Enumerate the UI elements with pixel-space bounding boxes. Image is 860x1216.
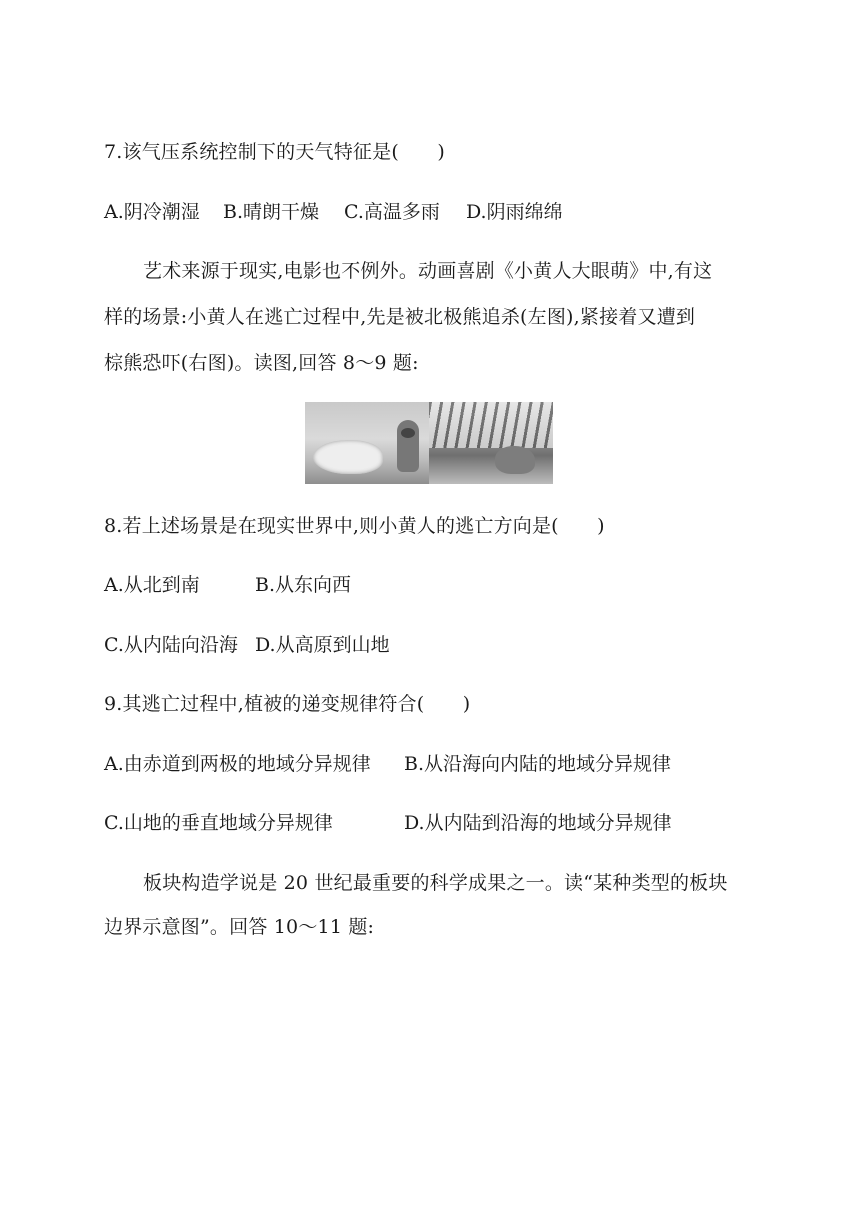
q8-stem: 8.若上述场景是在现实世界中,则小黄人的逃亡方向是( ) [104,515,605,537]
polar-bear [313,440,383,474]
passage1-line2: 样的场景:小黄人在逃亡过程中,先是被北极熊追杀(左图),紧接着又遭到 [104,306,696,328]
minion-goggle [401,428,415,438]
passage1-line3: 棕熊恐吓(右图)。读图,回答 8～9 题: [104,352,419,374]
q9-option-c: C.山地的垂直地域分异规律 [104,812,333,834]
passage2-line2: 边界示意图”。回答 10～11 题: [104,916,375,938]
q9-option-d: D.从内陆到沿海的地域分异规律 [404,812,672,834]
brown-bear [495,446,535,474]
q7-option-d: D.阴雨绵绵 [466,201,563,223]
q7-option-c: C.高温多雨 [344,201,440,223]
q7-stem: 7.该气压系统控制下的天气特征是( ) [104,141,445,163]
passage1-line1: 艺术来源于现实,电影也不例外。动画喜剧《小黄人大眼萌》中,有这 [143,260,713,282]
scene-figure [305,402,553,484]
q9-stem: 9.其逃亡过程中,植被的递变规律符合( ) [104,693,471,715]
q8-option-d: D.从高原到山地 [255,634,390,656]
q9-option-a: A.由赤道到两极的地域分异规律 [104,753,371,775]
q8-option-a: A.从北到南 [104,574,200,596]
q9-option-b: B.从沿海向内陆的地域分异规律 [404,753,672,775]
snowy-trees [429,402,553,448]
q7-option-b: B.晴朗干燥 [223,201,320,223]
q7-option-a: A.阴冷潮湿 [104,201,200,223]
passage2-line1: 板块构造学说是 20 世纪最重要的科学成果之一。读“某种类型的板块 [143,872,728,894]
q8-option-c: C.从内陆向沿海 [104,634,238,656]
q8-option-b: B.从东向西 [255,574,352,596]
